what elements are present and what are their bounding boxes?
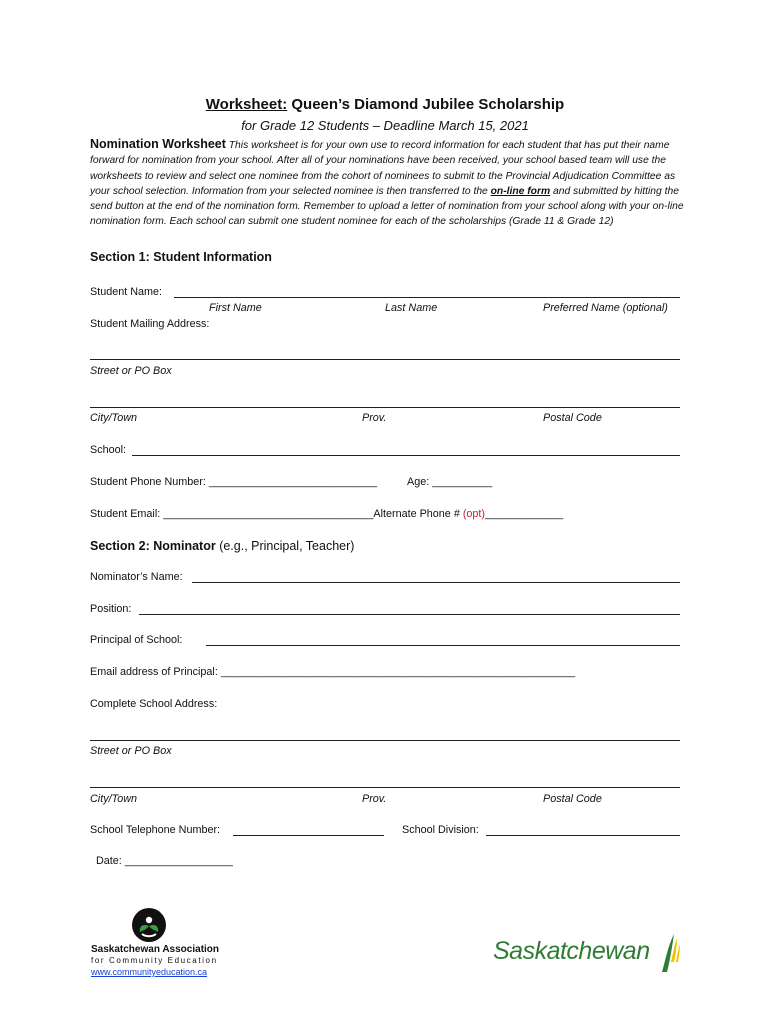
school-city-prov-postal-field[interactable] — [90, 787, 680, 788]
nominator-name-label: Nominator’s Name: — [90, 571, 183, 583]
intro-paragraph: Nomination Worksheet This worksheet is for your own use to record information for each student that has put their name forward for nomination from your school. After all of your nominations have been received, your school based team will use the worksheets to review and select one nominee from the cohort of nominees to submit to the Provincial Adjudication Committee as your school selection. Information from your selected nominee is then transferred to the on-line form and submitted by hitting the send button at the end of the nomination form. Remember to upload a letter of nomination from your school along with your on-line nomination form. Each school can submit one student nominee for each of the scholarships (Grade 11 & Grade 12) — [90, 137, 684, 228]
sace-website-link[interactable]: www.communityeducation.ca — [91, 967, 208, 977]
school-division-label: School Division: — [402, 824, 479, 836]
page-title: Worksheet: Queen’s Diamond Jubilee Scholarship — [205, 96, 565, 113]
principal-field[interactable] — [206, 645, 680, 646]
student-name-label: Student Name: — [90, 286, 163, 298]
date-label[interactable]: Date: __________________ — [96, 855, 233, 867]
section1-heading: Section 1: Student Information — [90, 250, 272, 264]
school-prov-caption: Prov. — [362, 793, 387, 805]
prov-caption: Prov. — [362, 412, 387, 424]
principal-label: Principal of School: — [90, 634, 183, 646]
age-label[interactable]: Age: __________ — [407, 476, 493, 488]
nominator-name-field[interactable] — [192, 582, 680, 583]
saskatchewan-logo: Saskatchewan — [493, 937, 650, 965]
street-caption: Street or PO Box — [90, 365, 172, 377]
student-email-label[interactable]: Student Email: ___________________________________Alternate Phone # (opt)_____________ — [90, 508, 564, 520]
position-label: Position: — [90, 603, 132, 615]
postal-caption: Postal Code — [543, 412, 602, 424]
first-name-caption: First Name — [209, 302, 262, 314]
school-phone-field[interactable] — [233, 835, 384, 836]
opt-note: (opt) — [462, 508, 486, 520]
section2-heading: Section 2: Nominator (e.g., Principal, Teacher) — [90, 539, 355, 553]
mailing-address-label: Student Mailing Address: — [90, 318, 210, 330]
page-subtitle: for Grade 12 Students – Deadline March 15, 2021 — [241, 118, 529, 133]
intro-lead: Nomination Worksheet — [90, 137, 226, 151]
online-form-link[interactable]: on-line form — [490, 185, 551, 197]
city-prov-postal-field[interactable] — [90, 407, 680, 408]
school-field[interactable] — [132, 455, 680, 456]
last-name-caption: Last Name — [385, 302, 438, 314]
sace-name: Saskatchewan Association — [91, 944, 220, 955]
preferred-name-caption: Preferred Name (optional) — [543, 302, 668, 314]
student-phone-label[interactable]: Student Phone Number: ____________________________ — [90, 476, 377, 488]
sace-subname: for Community Education — [91, 956, 218, 965]
school-postal-caption: Postal Code — [543, 793, 602, 805]
position-field[interactable] — [139, 614, 680, 615]
street-field[interactable] — [90, 359, 680, 360]
school-phone-label: School Telephone Number: — [90, 824, 221, 836]
student-name-field[interactable] — [174, 297, 680, 298]
sace-logo-icon — [131, 906, 167, 944]
school-label: School: — [90, 444, 127, 456]
school-street-caption: Street or PO Box — [90, 745, 172, 757]
school-division-field[interactable] — [486, 835, 680, 836]
school-address-label: Complete School Address: — [90, 698, 218, 710]
wheat-icon — [658, 932, 684, 974]
principal-email-label[interactable]: Email address of Principal: ___________________________________________________________ — [90, 666, 576, 678]
school-city-caption: City/Town — [90, 793, 138, 805]
school-street-field[interactable] — [90, 740, 680, 741]
city-caption: City/Town — [90, 412, 138, 424]
